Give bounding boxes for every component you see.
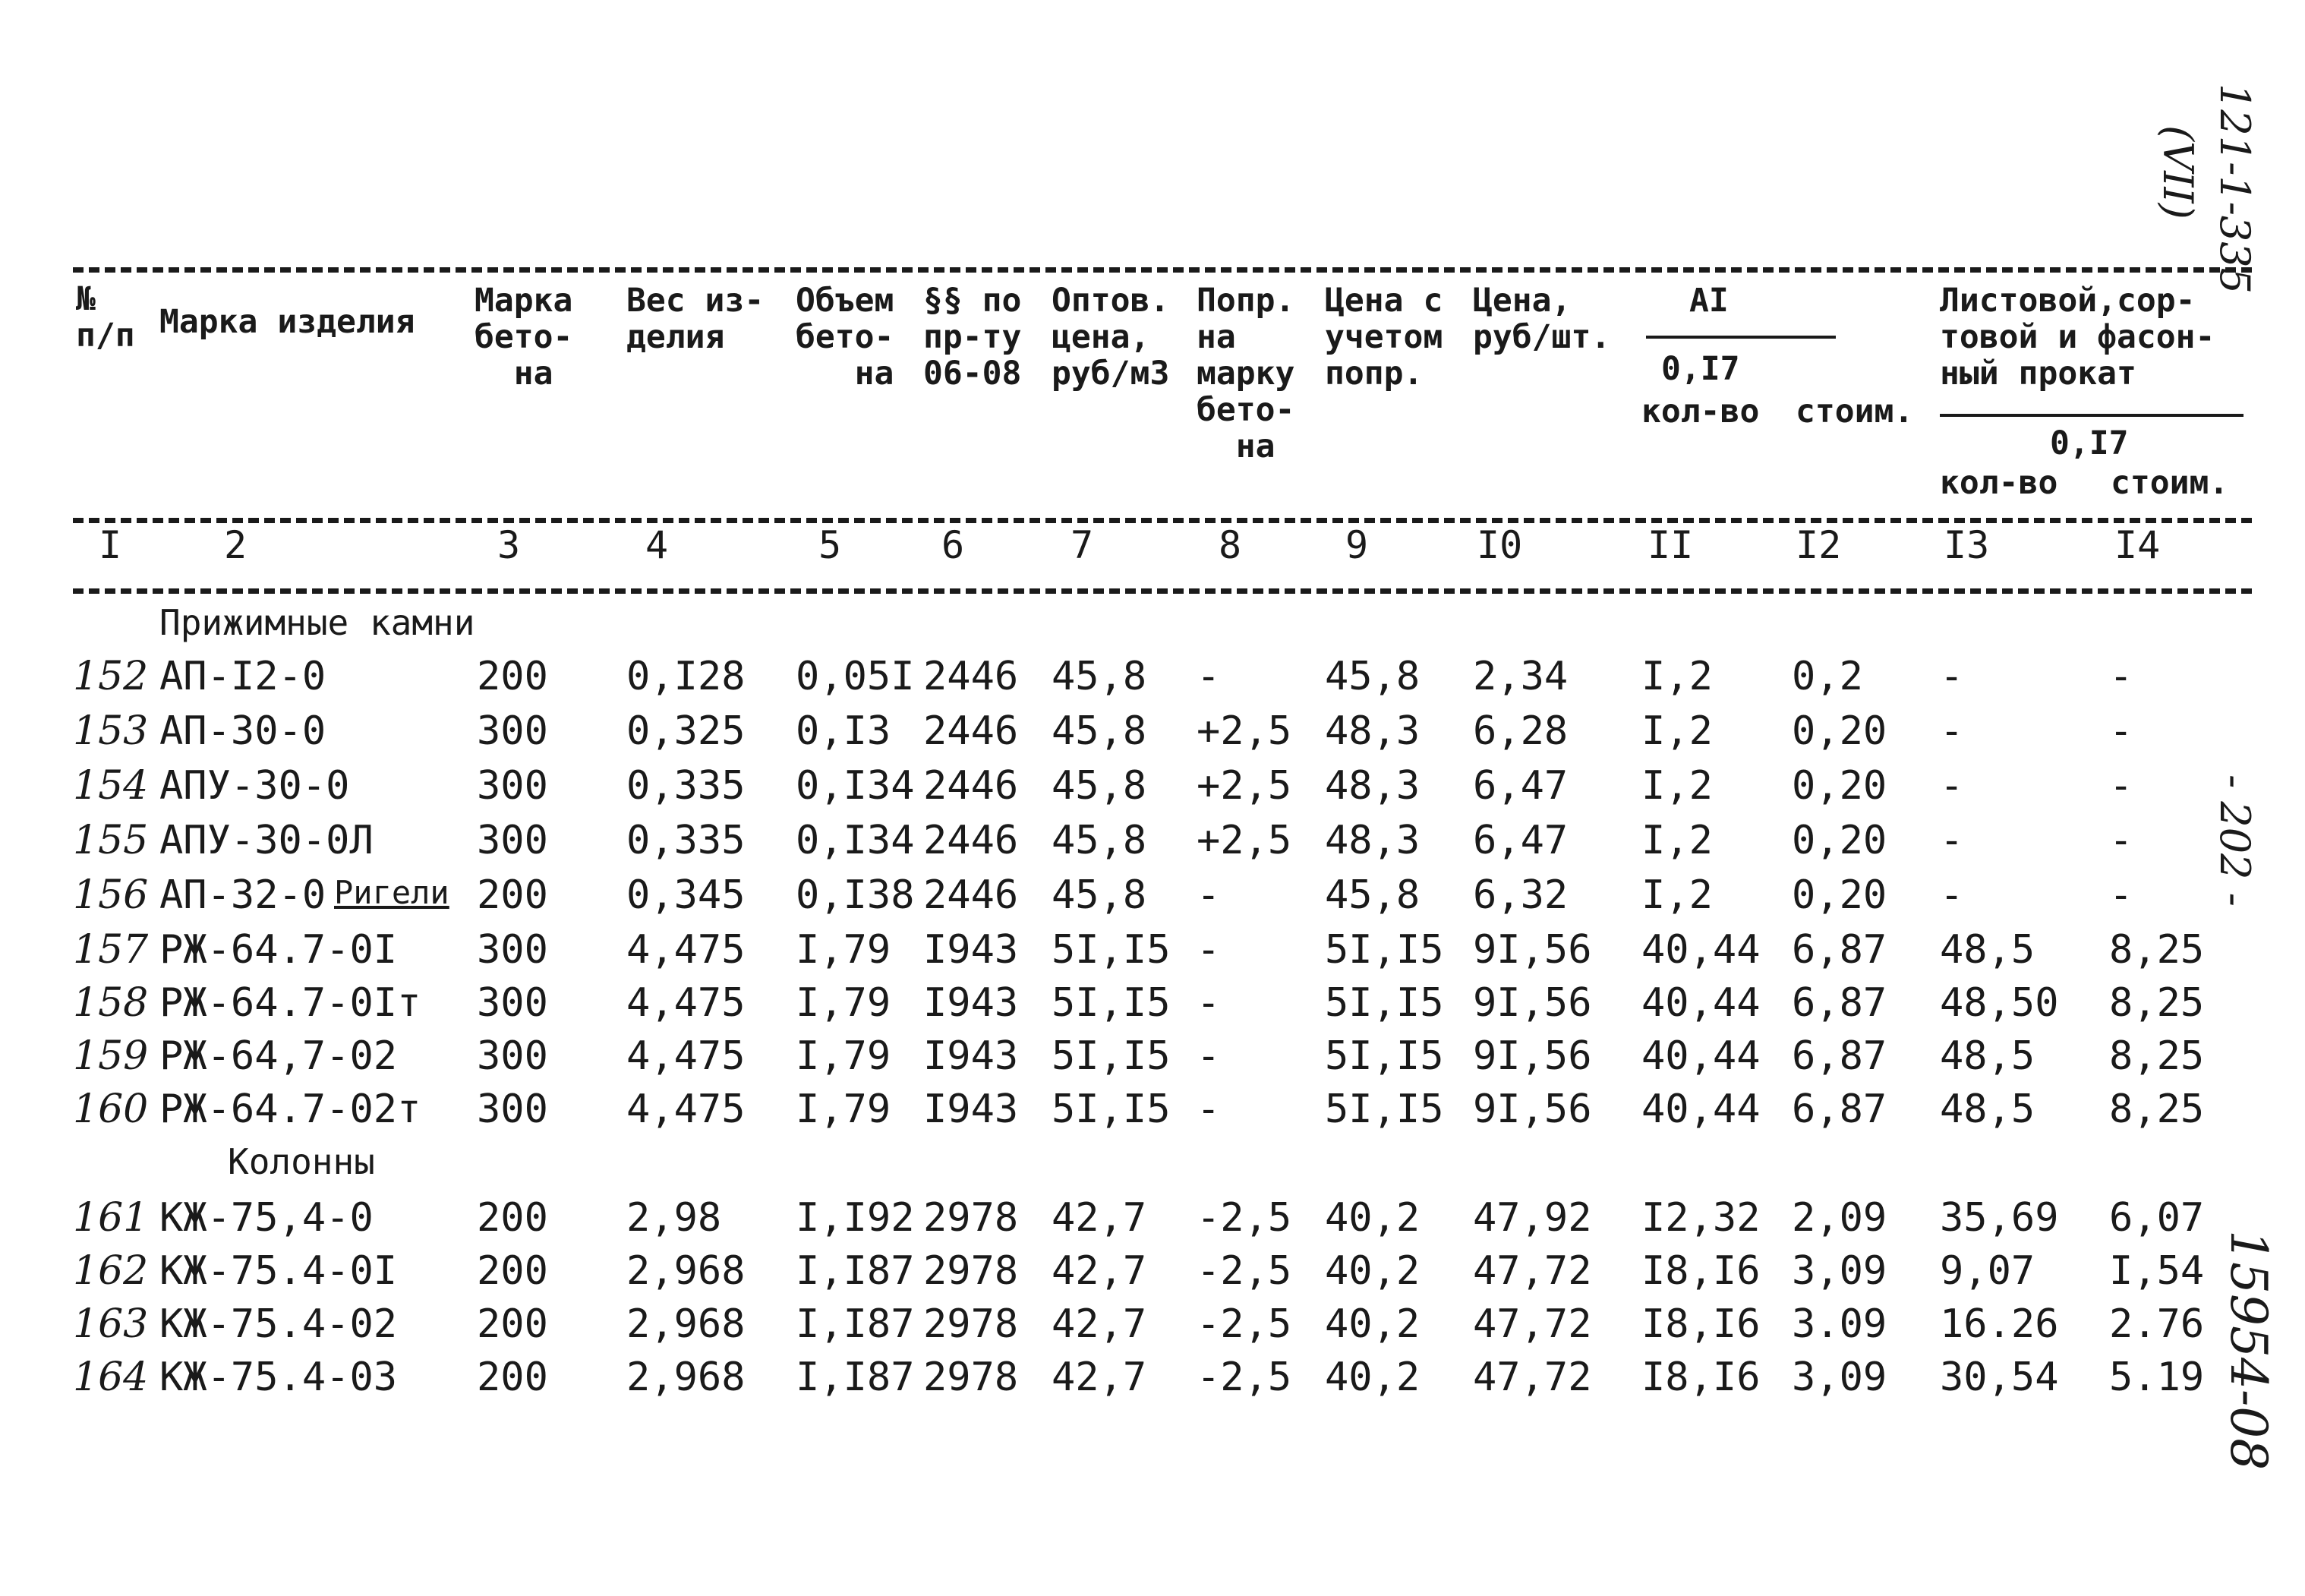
product-weight-cell: 0,335 [626,818,746,863]
header-bottom-rule [73,518,2252,523]
ai-quantity-cell: I,2 [1641,872,1713,918]
grade-correction-cell: -2,5 [1197,1248,1292,1294]
table-row [0,649,2305,704]
ai-quantity-cell: 40,44 [1641,980,1761,1026]
ai-cost-cell: 0,20 [1792,818,1887,863]
sheet-cost-cell: 6,07 [2109,1195,2205,1241]
column-number: I3 [1944,523,1990,567]
concrete-volume-cell: I,79 [796,980,891,1026]
corrected-price-cell: 40,2 [1325,1248,1421,1294]
page-mark-annotation: - 202 - [2211,774,2259,907]
column-number: I [99,523,122,567]
table-row [0,1082,2305,1137]
product-weight-cell: 0,I28 [626,654,746,699]
wholesale-price-cell: 5I,I5 [1052,927,1171,973]
sheet-quantity-cell: 48,5 [1940,1087,2035,1132]
doc-code-sub-annotation: (VII) [2154,125,2202,219]
unit-price-cell: 47,92 [1473,1195,1592,1241]
product-weight-cell: 2,968 [626,1301,746,1347]
product-mark-cell: АПУ-30-0Л [159,818,374,863]
concrete-volume-cell: I,I87 [796,1248,915,1294]
product-mark-cell: АП-30-0 [159,708,326,754]
unit-price-cell: 2,34 [1473,654,1569,699]
product-weight-cell: 0,325 [626,708,746,754]
product-weight-cell: 4,475 [626,927,746,973]
product-weight-cell: 4,475 [626,1087,746,1132]
row-number-cell: 159 [73,1033,149,1079]
header-col-unit-price: Цена, руб/шт. [1473,282,1611,356]
sheet-cost-cell: - [2109,654,2133,699]
wholesale-price-cell: 5I,I5 [1052,1033,1171,1079]
product-mark-cell: КЖ-75.4-02 [159,1301,398,1347]
corrected-price-cell: 40,2 [1325,1195,1421,1241]
sheet-cost-cell: - [2109,872,2133,918]
concrete-grade-cell: 200 [477,872,548,918]
header-col-beton: Марка бето- на [475,282,573,393]
concrete-volume-cell: I,79 [796,1033,891,1079]
corrected-price-cell: 45,8 [1325,872,1421,918]
unit-price-cell: 6,28 [1473,708,1569,754]
row-number-cell: 154 [73,763,149,809]
corrected-price-cell: 5I,I5 [1325,1087,1444,1132]
ai-cost-cell: 0,20 [1792,872,1887,918]
ai-cost-cell: 3.09 [1792,1301,1887,1347]
sheet-quantity-cell: - [1940,708,1964,754]
concrete-grade-cell: 300 [477,980,548,1026]
corrected-price-cell: 5I,I5 [1325,927,1444,973]
wholesale-price-cell: 42,7 [1052,1355,1147,1400]
table-row [0,1191,2305,1245]
product-weight-cell: 0,335 [626,763,746,809]
concrete-grade-cell: 200 [477,1301,548,1347]
header-sheet-qty: кол-во [1940,464,2058,502]
unit-price-cell: 6,47 [1473,818,1569,863]
corrected-price-cell: 48,3 [1325,763,1421,809]
product-mark-cell: КЖ-75.4-03 [159,1355,398,1400]
table-row [0,1244,2305,1298]
row-number-cell: 156 [73,872,149,918]
concrete-volume-cell: 0,I34 [796,818,915,863]
column-numbers-rule [73,588,2252,594]
ai-quantity-cell: I,2 [1641,654,1713,699]
concrete-volume-cell: I,I87 [796,1301,915,1347]
column-number: 9 [1345,523,1369,567]
corrected-price-cell: 40,2 [1325,1301,1421,1347]
grade-correction-cell: - [1197,980,1221,1026]
concrete-grade-cell: 200 [477,654,548,699]
concrete-grade-cell: 200 [477,1355,548,1400]
wholesale-price-cell: 5I,I5 [1052,1087,1171,1132]
sheet-quantity-cell: 16.26 [1940,1301,2059,1347]
concrete-volume-cell: 0,I34 [796,763,915,809]
grade-correction-cell: -2,5 [1197,1195,1292,1241]
unit-price-cell: 6,32 [1473,872,1569,918]
paragraph-cell: 2446 [923,708,1019,754]
sheet-cost-cell: 2.76 [2109,1301,2205,1347]
grade-correction-cell: - [1197,872,1221,918]
product-weight-cell: 0,345 [626,872,746,918]
concrete-grade-cell: 200 [477,1195,548,1241]
product-weight-cell: 2,98 [626,1195,722,1241]
concrete-grade-cell: 200 [477,1248,548,1294]
ai-cost-cell: 6,87 [1792,1087,1887,1132]
paragraph-cell: 2978 [923,1301,1019,1347]
header-sheet-rule [1940,414,2244,417]
concrete-grade-cell: 300 [477,927,548,973]
concrete-volume-cell: 0,05I [796,654,915,699]
grade-correction-cell: - [1197,927,1221,973]
unit-price-cell: 9I,56 [1473,1033,1592,1079]
sheet-quantity-cell: 48,5 [1940,927,2035,973]
concrete-grade-cell: 300 [477,818,548,863]
header-col-mark: Марка изделия [159,303,415,341]
sheet-quantity-cell: - [1940,818,1964,863]
sheet-cost-cell: 5.19 [2109,1355,2205,1400]
sheet-cost-cell: - [2109,708,2133,754]
section-title: Ригели [334,874,449,911]
column-number: I0 [1477,523,1523,567]
grade-correction-cell: +2,5 [1197,763,1292,809]
header-sheet-title: Листовой,сор- товой и фасон- ный прокат [1940,282,2215,393]
corrected-price-cell: 45,8 [1325,654,1421,699]
wholesale-price-cell: 5I,I5 [1052,980,1171,1026]
row-number-cell: 152 [73,654,149,699]
header-col-correction: Попр. на марку бето- на [1197,282,1295,465]
ai-quantity-cell: I2,32 [1641,1195,1761,1241]
ai-cost-cell: 3,09 [1792,1248,1887,1294]
sheet-quantity-cell: 48,5 [1940,1033,2035,1079]
unit-price-cell: 47,72 [1473,1248,1592,1294]
table-row [0,1029,2305,1083]
wholesale-price-cell: 42,7 [1052,1301,1147,1347]
header-col-volume: Объем бето- на [796,282,894,393]
paragraph-cell: I943 [923,927,1019,973]
header-sheet-ratio: 0,I7 [2050,424,2129,462]
ai-quantity-cell: I,2 [1641,763,1713,809]
sheet-quantity-cell: - [1940,872,1964,918]
row-number-cell: 153 [73,708,149,754]
table-row [0,923,2305,977]
section-title: Колонны [228,1141,375,1182]
table-row [0,868,2305,923]
header-col-weight: Вес из- делия [626,282,765,356]
unit-price-cell: 47,72 [1473,1355,1592,1400]
ai-quantity-cell: I8,I6 [1641,1355,1761,1400]
row-number-cell: 160 [73,1087,149,1132]
grade-correction-cell: - [1197,654,1221,699]
sheet-quantity-cell: 48,50 [1940,980,2059,1026]
ai-quantity-cell: I8,I6 [1641,1301,1761,1347]
unit-price-cell: 47,72 [1473,1301,1592,1347]
wholesale-price-cell: 45,8 [1052,654,1147,699]
paragraph-cell: 2978 [923,1195,1019,1241]
sheet-quantity-cell: 35,69 [1940,1195,2059,1241]
header-col-price-corrected: Цена с учетом попр. [1325,282,1443,393]
column-number: 5 [818,523,842,567]
ai-cost-cell: 6,87 [1792,927,1887,973]
ai-cost-cell: 6,87 [1792,1033,1887,1079]
ai-quantity-cell: 40,44 [1641,1033,1761,1079]
sheet-cost-cell: - [2109,763,2133,809]
column-number: 6 [941,523,965,567]
product-mark-cell: РЖ-64.7-02т [159,1087,421,1132]
row-number-cell: 164 [73,1355,149,1400]
product-mark-cell: КЖ-75,4-0 [159,1195,374,1241]
column-number: 2 [224,523,248,567]
paragraph-cell: 2446 [923,654,1019,699]
sheet-quantity-cell: - [1940,763,1964,809]
header-ai-title: AI [1689,282,1729,320]
header-top-rule [73,267,2252,273]
table-row [0,759,2305,813]
paragraph-cell: 2978 [923,1355,1019,1400]
product-mark-cell: РЖ-64.7-0I [159,927,398,973]
concrete-grade-cell: 300 [477,763,548,809]
ai-quantity-cell: 40,44 [1641,927,1761,973]
product-weight-cell: 4,475 [626,980,746,1026]
section-title: Прижимные камни [159,602,475,643]
product-weight-cell: 2,968 [626,1355,746,1400]
column-number: 8 [1219,523,1242,567]
table-row [0,704,2305,759]
unit-price-cell: 9I,56 [1473,1087,1592,1132]
wholesale-price-cell: 45,8 [1052,872,1147,918]
grade-correction-cell: - [1197,1033,1221,1079]
row-number-cell: 162 [73,1248,149,1294]
row-number-cell: 157 [73,927,149,973]
row-number-cell: 158 [73,980,149,1026]
table-row [0,1297,2305,1352]
ai-cost-cell: 2,09 [1792,1195,1887,1241]
paragraph-cell: 2446 [923,872,1019,918]
wholesale-price-cell: 45,8 [1052,818,1147,863]
concrete-volume-cell: 0,I3 [796,708,891,754]
ai-quantity-cell: I,2 [1641,818,1713,863]
ai-quantity-cell: I,2 [1641,708,1713,754]
wholesale-price-cell: 45,8 [1052,708,1147,754]
ai-cost-cell: 0,20 [1792,708,1887,754]
doc-number-annotation: 15954-08 [2219,1230,2278,1471]
product-mark-cell: АПУ-30-0 [159,763,350,809]
sheet-cost-cell: 8,25 [2109,980,2205,1026]
concrete-volume-cell: 0,I38 [796,872,915,918]
column-number: 3 [497,523,521,567]
header-ai-qty: кол-во [1641,393,1760,431]
row-number-cell: 161 [73,1195,149,1241]
paragraph-cell: 2978 [923,1248,1019,1294]
row-number-cell: 163 [73,1301,149,1347]
product-mark-cell: КЖ-75.4-0I [159,1248,398,1294]
concrete-grade-cell: 300 [477,1087,548,1132]
column-number: I4 [2114,523,2161,567]
unit-price-cell: 6,47 [1473,763,1569,809]
product-mark-cell: АП-I2-0 [159,654,326,699]
wholesale-price-cell: 42,7 [1052,1248,1147,1294]
concrete-volume-cell: I,I92 [796,1195,915,1241]
sheet-cost-cell: - [2109,818,2133,863]
header-col-number: № п/п [76,280,135,355]
sheet-cost-cell: 8,25 [2109,927,2205,973]
grade-correction-cell: - [1197,1087,1221,1132]
row-number-cell: 155 [73,818,149,863]
corrected-price-cell: 48,3 [1325,708,1421,754]
product-mark-cell: АП-32-0 [159,872,326,918]
sheet-cost-cell: 8,25 [2109,1033,2205,1079]
table-row [0,813,2305,868]
paragraph-cell: 2446 [923,763,1019,809]
ai-quantity-cell: I8,I6 [1641,1248,1761,1294]
column-number: 4 [645,523,669,567]
concrete-volume-cell: I,79 [796,927,891,973]
sheet-quantity-cell: - [1940,654,1964,699]
wholesale-price-cell: 45,8 [1052,763,1147,809]
concrete-volume-cell: I,79 [796,1087,891,1132]
header-col-price: Оптов. цена, руб/м3 [1052,282,1170,393]
product-mark-cell: РЖ-64,7-02 [159,1033,398,1079]
header-ai-cost: стоим. [1796,393,1914,431]
grade-correction-cell: +2,5 [1197,818,1292,863]
ai-cost-cell: 3,09 [1792,1355,1887,1400]
column-number: 7 [1071,523,1094,567]
header-col-paragraph: §§ по пр-ту 06-08 [923,282,1022,393]
unit-price-cell: 9I,56 [1473,980,1592,1026]
grade-correction-cell: -2,5 [1197,1355,1292,1400]
product-weight-cell: 4,475 [626,1033,746,1079]
corrected-price-cell: 48,3 [1325,818,1421,863]
ai-cost-cell: 0,2 [1792,654,1863,699]
concrete-grade-cell: 300 [477,1033,548,1079]
column-number: II [1648,523,1694,567]
product-mark-cell: РЖ-64.7-0Iт [159,980,421,1026]
corrected-price-cell: 40,2 [1325,1355,1421,1400]
sheet-quantity-cell: 30,54 [1940,1355,2059,1400]
corrected-price-cell: 5I,I5 [1325,980,1444,1026]
product-weight-cell: 2,968 [626,1248,746,1294]
concrete-volume-cell: I,I87 [796,1355,915,1400]
paragraph-cell: I943 [923,1087,1019,1132]
corrected-price-cell: 5I,I5 [1325,1033,1444,1079]
header-ai-ratio: 0,I7 [1661,350,1740,388]
header-ai-rule [1646,336,1836,339]
grade-correction-cell: -2,5 [1197,1301,1292,1347]
ai-cost-cell: 6,87 [1792,980,1887,1026]
ai-cost-cell: 0,20 [1792,763,1887,809]
table-row [0,976,2305,1030]
ai-quantity-cell: 40,44 [1641,1087,1761,1132]
unit-price-cell: 9I,56 [1473,927,1592,973]
paragraph-cell: I943 [923,1033,1019,1079]
grade-correction-cell: +2,5 [1197,708,1292,754]
column-number: I2 [1796,523,1842,567]
sheet-cost-cell: I,54 [2109,1248,2205,1294]
paragraph-cell: 2446 [923,818,1019,863]
wholesale-price-cell: 42,7 [1052,1195,1147,1241]
header-sheet-cost: стоим. [2111,464,2229,502]
concrete-grade-cell: 300 [477,708,548,754]
paragraph-cell: I943 [923,980,1019,1026]
sheet-quantity-cell: 9,07 [1940,1248,2035,1294]
sheet-cost-cell: 8,25 [2109,1087,2205,1132]
doc-code-annotation: 121-1-335 [2211,84,2259,294]
table-row [0,1350,2305,1405]
